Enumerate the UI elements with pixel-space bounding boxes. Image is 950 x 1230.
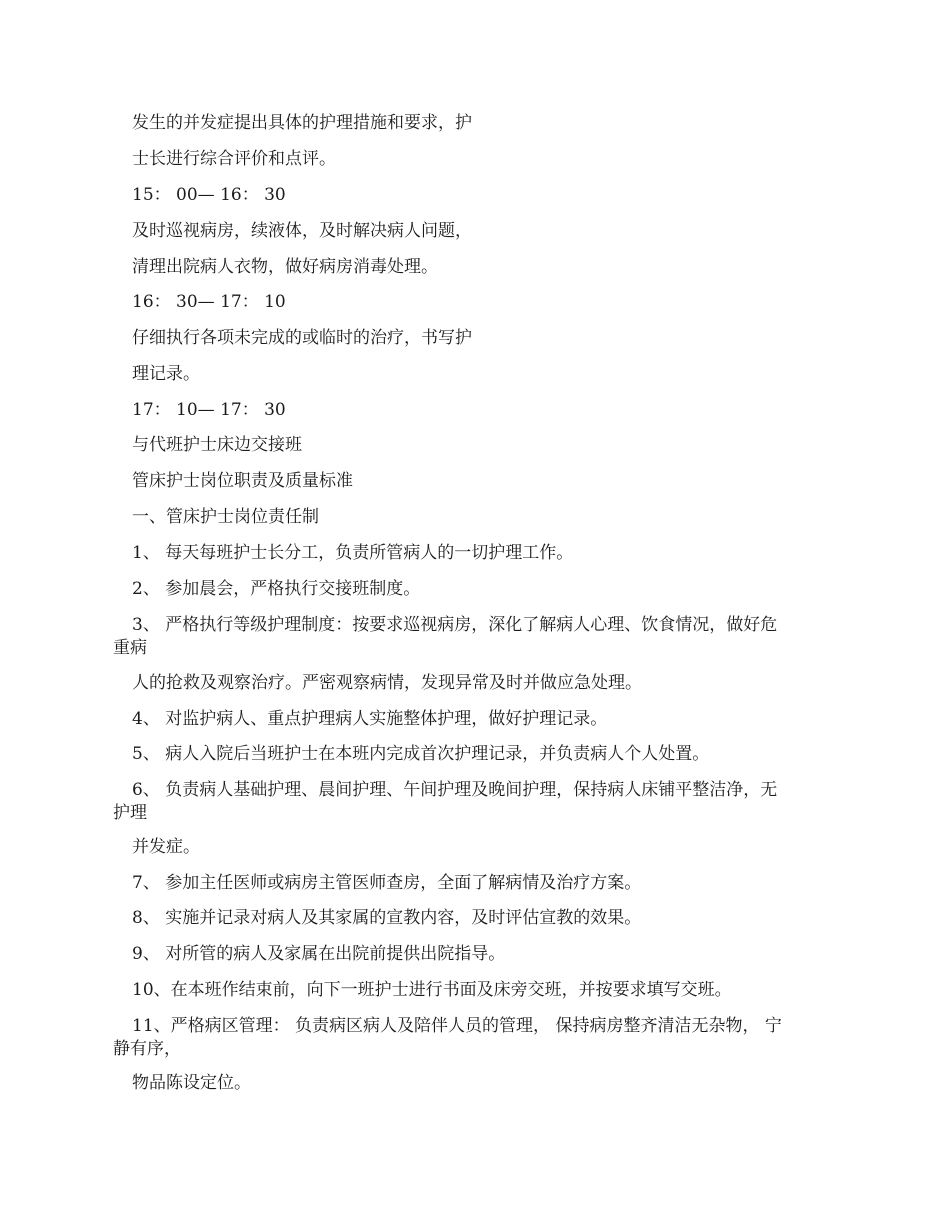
text-line: 士长进行综合评价和点评。 <box>132 149 336 169</box>
list-item: 10、在本班作结束前，向下一班护士进行书面及床旁交班，并按要求填写交班。 <box>132 980 732 1000</box>
list-item-wrap: 护理 <box>113 803 147 823</box>
list-item: 4、 对监护病人、重点护理病人实施整体护理，做好护理记录。 <box>132 709 608 729</box>
list-item: 11、严格病区管理： 负责病区病人及陪伴人员的管理， 保持病房整齐清洁无杂物， 宁 <box>132 1016 782 1036</box>
text-line: 发生的并发症提出具体的护理措施和要求，护 <box>132 113 472 133</box>
text-line: 人的抢救及观察治疗。严密观察病情，发现异常及时并做应急处理。 <box>132 673 642 693</box>
time-range: 15： 00— 16： 30 <box>132 185 286 205</box>
list-item: 1、 每天每班护士长分工，负责所管病人的一切护理工作。 <box>132 543 574 563</box>
section-title: 管床护士岗位职责及质量标准 <box>132 471 353 491</box>
list-item: 9、 对所管的病人及家属在出院前提供出院指导。 <box>132 944 506 964</box>
list-item: 6、 负责病人基础护理、晨间护理、午间护理及晚间护理，保持病人床铺平整洁净，无 <box>132 780 778 800</box>
text-line: 与代班护士床边交接班 <box>132 435 302 455</box>
text-line: 仔细执行各项未完成的或临时的治疗，书写护 <box>132 328 472 348</box>
list-item-wrap: 静有序， <box>113 1039 181 1059</box>
text-line: 物品陈设定位。 <box>132 1073 251 1093</box>
list-item: 5、 病人入院后当班护士在本班内完成首次护理记录，并负责病人个人处置。 <box>132 744 710 764</box>
time-range: 17： 10— 17： 30 <box>132 400 286 420</box>
list-item: 2、 参加晨会，严格执行交接班制度。 <box>132 579 421 599</box>
list-item: 8、 实施并记录对病人及其家属的宣教内容，及时评估宣教的效果。 <box>132 908 642 928</box>
list-item: 3、 严格执行等级护理制度：按要求巡视病房，深化了解病人心理、饮食情况，做好危 <box>132 615 778 635</box>
time-range: 16： 30— 17： 10 <box>132 292 286 312</box>
section-heading: 一、管床护士岗位责任制 <box>132 507 319 527</box>
text-line: 及时巡视病房，续液体，及时解决病人问题， <box>132 221 472 241</box>
text-line: 清理出院病人衣物，做好病房消毒处理。 <box>132 257 438 277</box>
text-line: 并发症。 <box>132 837 200 857</box>
list-item: 7、 参加主任医师或病房主管医师查房，全面了解病情及治疗方案。 <box>132 873 642 893</box>
list-item-wrap: 重病 <box>113 638 147 658</box>
text-line: 理记录。 <box>132 364 200 384</box>
